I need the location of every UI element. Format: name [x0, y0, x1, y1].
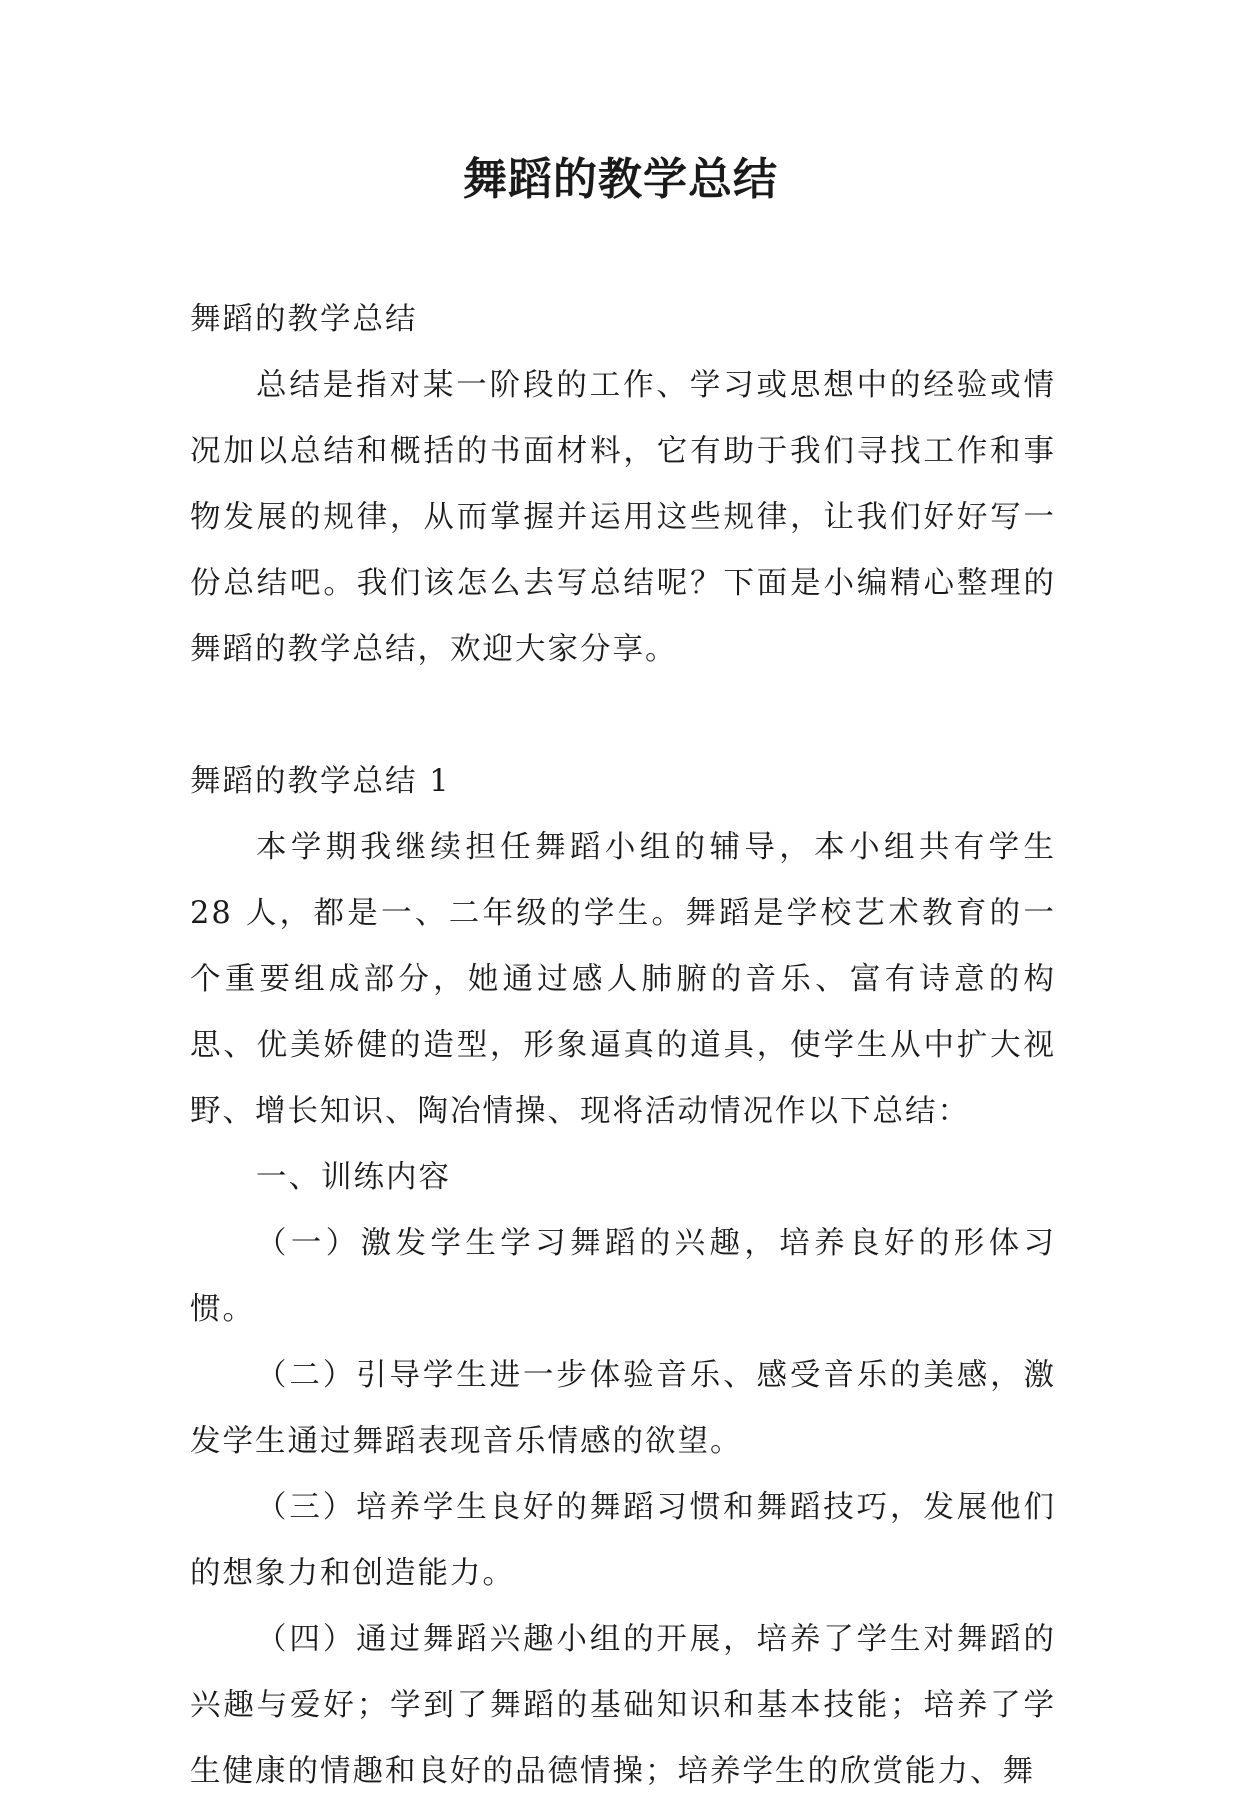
- part-heading: 一、训练内容: [256, 1160, 451, 1195]
- section-paragraph: 本学期我继续担任舞蹈小组的辅导，本小组共有学生 28 人，都是一、二年级的学生。舞蹈是学校艺术教育的一个重要组成部分，她通过感人肺腑的音乐、富有诗意的构思、优美娇健的造型，形象逼真的道具，使学生从中扩大视野、增长知识、陶冶情操、现将活动情况作以下总结：: [190, 830, 1056, 1129]
- subtitle: 舞蹈的教学总结: [190, 302, 418, 337]
- list-item-1: （一）激发学生学习舞蹈的兴趣，培养良好的形体习惯。: [190, 1226, 1056, 1327]
- document-title: 舞蹈的教学总结: [463, 154, 778, 205]
- list-item-2: （二）引导学生进一步体验音乐、感受音乐的美感，激发学生通过舞蹈表现音乐情感的欲望。: [190, 1358, 1056, 1459]
- document-body: [190, 287, 1056, 1805]
- paragraph-spacer: [190, 683, 1056, 749]
- list-item-4: （四）通过舞蹈兴趣小组的开展，培养了学生对舞蹈的兴趣与爱好；学到了舞蹈的基础知识和基本技能；培养了学生健康的情趣和良好的品德情操；培养学生的欣赏能力、舞: [190, 1622, 1056, 1789]
- intro-paragraph: 总结是指对某一阶段的工作、学习或思想中的经验或情况加以总结和概括的书面材料，它有助于我们寻找工作和事物发展的规律，从而掌握并运用这些规律，让我们好好写一份总结吧。我们该怎么去写总结呢？下面是小编精心整理的舞蹈的教学总结，欢迎大家分享。: [190, 368, 1056, 667]
- list-item-3: （三）培养学生良好的舞蹈习惯和舞蹈技巧，发展他们的想象力和创造能力。: [190, 1490, 1056, 1591]
- section-heading: 舞蹈的教学总结 1: [190, 764, 451, 799]
